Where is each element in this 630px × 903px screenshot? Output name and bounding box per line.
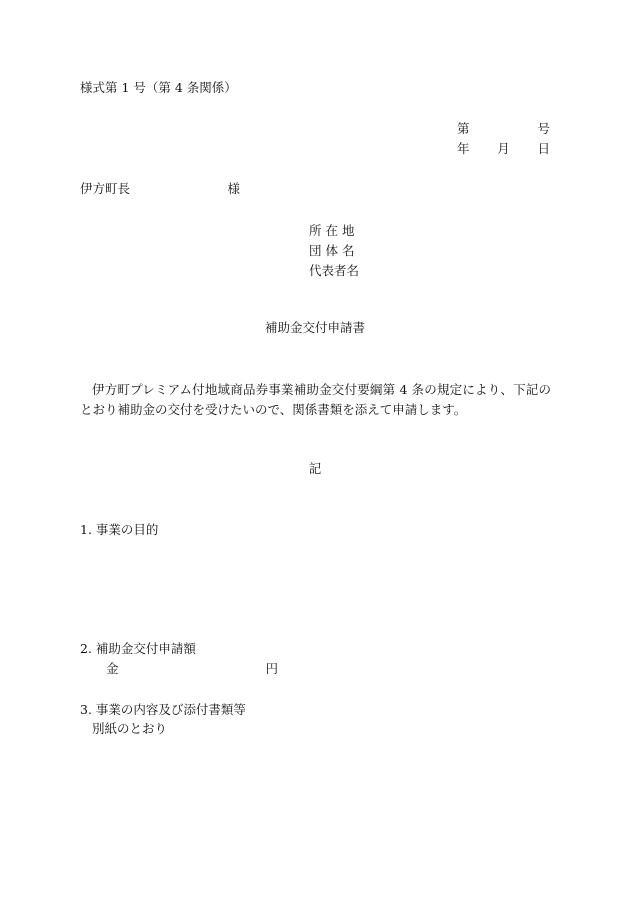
date-month-label: 月 <box>497 141 510 156</box>
section-amount-heading: 2. 補助金交付申請額 <box>80 641 196 656</box>
section-contents-body: 別紙のとおり <box>92 721 168 736</box>
date-year-label: 年 <box>457 141 470 156</box>
addressee <box>80 181 240 197</box>
document-number-prefix: 第 <box>457 121 470 136</box>
addressee-name: 伊方町長 <box>80 181 131 196</box>
form-number: 様式第 1 号（第 4 条関係） <box>80 80 237 95</box>
section-purpose-heading: 1. 事業の目的 <box>80 522 159 537</box>
amount-line <box>106 661 278 677</box>
application-statement: 伊方町プレミアム付地域商品券事業補助金交付要綱第 4 条の規定により、下記のとおり補助金の交付を受けたいので、関係書類を添えて申請します。 <box>80 382 551 417</box>
section-contents-heading: 3. 事業の内容及び添付書類等 <box>80 702 246 717</box>
address-label: 所 在 地 <box>309 223 355 238</box>
amount-prefix: 金 <box>106 661 119 676</box>
document-number <box>457 121 550 137</box>
amount-unit: 円 <box>265 661 278 676</box>
representative-label: 代表者名 <box>309 263 360 278</box>
document-number-suffix: 号 <box>537 121 550 136</box>
applicant-block <box>309 221 359 281</box>
document-date <box>457 141 550 157</box>
organization-label: 団 体 名 <box>309 243 355 258</box>
document-title: 補助金交付申請書 <box>264 320 365 335</box>
addressee-honorific: 様 <box>227 181 240 196</box>
date-day-label: 日 <box>537 141 550 156</box>
ki-heading: 記 <box>308 461 322 476</box>
